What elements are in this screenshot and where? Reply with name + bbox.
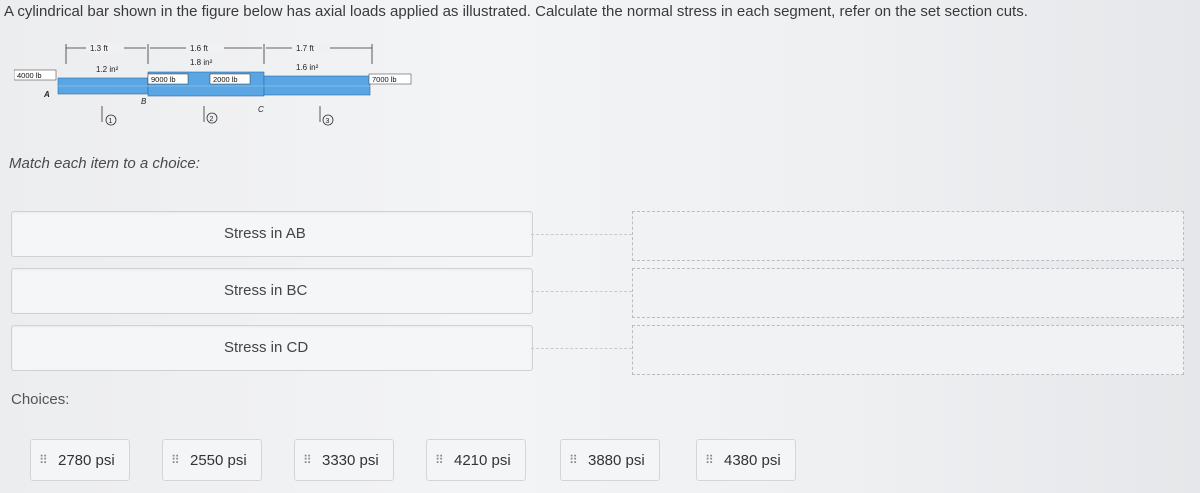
connector-line [531,234,632,235]
match-item-cd [11,325,533,371]
bar-diagram [14,38,414,130]
drag-handle-icon: ⠿ [435,453,443,467]
connector-line [531,291,632,292]
choice-tile[interactable] [30,439,130,481]
question-text: A cylindrical bar shown in the figure below has axial loads applied as illustrated. Calculate the normal stress in each segment, refer on the set section cuts. [4,3,1028,20]
point-c-label: C [258,105,264,114]
length-cd-label: 1.7 ft [296,44,314,53]
choice-value: 2780 psi [58,452,115,469]
drop-zone-bc[interactable] [632,268,1184,318]
load-b-label: 9000 lb [151,75,176,84]
match-item-label: Stress in BC [224,282,308,299]
drop-zone-ab[interactable] [632,211,1184,261]
length-ab-label: 1.3 ft [90,44,108,53]
match-item-label: Stress in CD [224,339,309,356]
choice-tile[interactable] [696,439,796,481]
area-cd-label: 1.6 in² [296,63,319,72]
match-item-label: Stress in AB [224,225,306,242]
load-right-label: 7000 lb [372,75,397,84]
choice-value: 4210 psi [454,452,511,469]
point-b-label: B [141,97,147,106]
load-c-label: 2000 lb [213,75,238,84]
drag-handle-icon: ⠿ [303,453,311,467]
section-2-label: 2 [209,116,214,123]
drag-handle-icon: ⠿ [705,453,713,467]
section-1-label: 1 [108,118,113,125]
area-ab-label: 1.2 in² [96,65,119,74]
connector-line [531,348,632,349]
choice-value: 3880 psi [588,452,645,469]
load-left-label: 4000 lb [17,71,42,80]
choice-value: 3330 psi [322,452,379,469]
drag-handle-icon: ⠿ [39,453,47,467]
drag-handle-icon: ⠿ [171,453,179,467]
drag-handle-icon: ⠿ [569,453,577,467]
point-a-label: A [44,90,50,99]
choice-tile[interactable] [560,439,660,481]
choice-tile[interactable] [294,439,394,481]
area-bc-label: 1.8 in² [190,58,213,67]
choices-label: Choices: [11,391,70,408]
match-item-ab [11,211,533,257]
instruction-text: Match each item to a choice: [9,155,200,172]
choice-value: 2550 psi [190,452,247,469]
section-3-label: 3 [325,118,330,125]
length-bc-label: 1.6 ft [190,44,208,53]
choice-tile[interactable] [426,439,526,481]
choice-tile[interactable] [162,439,262,481]
match-item-bc [11,268,533,314]
drop-zone-cd[interactable] [632,325,1184,375]
choice-value: 4380 psi [724,452,781,469]
